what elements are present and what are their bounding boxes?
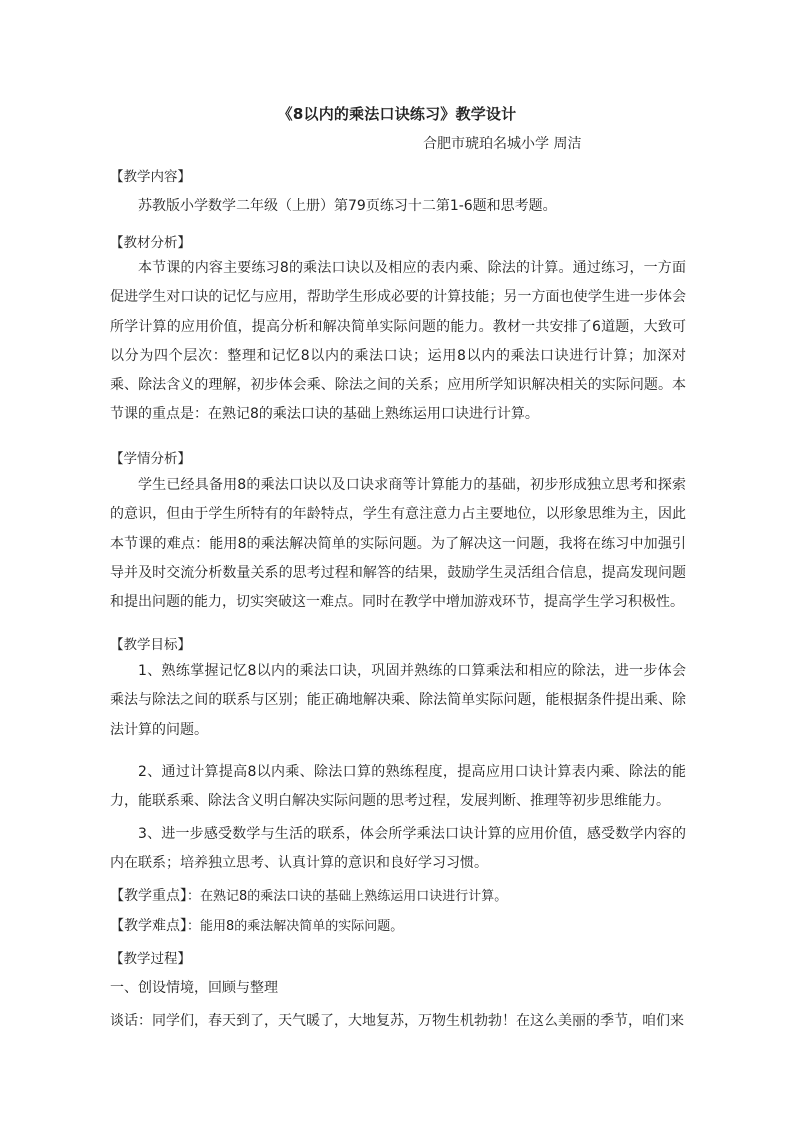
key-point-line: [110, 885, 507, 905]
students-paragraph: 学生已经具备用8的乘法口诀以及口诀求商等计算能力的基础，初步形成独立思考和探索的意识，但由于学生所特有的年龄特点，学生有意注意力占主要地位，以形象思维为主，因此本节课的难点：能用8的乘法解决简单的实际问题。为了解决这一问题，我将在练习中加强引导并及时交流分析数量关系的思考过程和解答的结果，鼓励学生灵活组合信息，提高发现问题和提出问题的能力，切实突破这一难点。同时在教学中增加游戏环节，提高学生学习积极性。: [110, 477, 686, 611]
section-heading-content: 【教学内容】: [110, 169, 191, 185]
goal-item-3: 3、进一步感受数学与生活的联系，体会所学乘法口诀计算的应用价值，感受数学内容的内在联系；培养独立思考、认真计算的意识和良好学习习惯。: [110, 826, 686, 872]
difficulty-text: ：能用8的乘法解决简单的实际问题。: [187, 919, 404, 934]
section-heading-key: 【教学重点】: [110, 888, 187, 904]
talk-line: 谈话：同学们，春天到了，天气暖了，大地复苏，万物生机勃勃！在这么美丽的季节，咱们来: [110, 1013, 684, 1029]
document-title: 《8以内的乘法口诀练习》教学设计: [277, 105, 517, 123]
section-heading-goals: 【教学目标】: [110, 637, 191, 653]
section-heading-difficulty: 【教学难点】: [110, 918, 187, 934]
content-paragraph: 苏教版小学数学二年级（上册）第79页练习十二第1-6题和思考题。: [138, 198, 557, 214]
analysis-paragraph: 本节课的内容主要练习8的乘法口诀以及相应的表内乘、除法的计算。通过练习，一方面促进学生对口诀的记忆与应用，帮助学生形成必要的计算技能；另一方面也使学生进一步体会所学计算的应用价值，提高分析和解决简单实际问题的能力。教材一共安排了6道题，大致可以分为四个层次：整理和记忆8以内的乘法口诀；运用8以内的乘法口诀进行计算；加深对乘、除法含义的理解，初步体会乘、除法之间的关系；应用所学知识解决相关的实际问题。本节课的重点是：在熟记8的乘法口诀的基础上熟练运用口诀进行计算。: [110, 260, 686, 423]
difficulty-line: [110, 915, 403, 935]
author-line: 合肥市琥珀名城小学 周洁: [423, 136, 582, 152]
goal-item-1: 1、熟练掌握记忆8以内的乘法口诀，巩固并熟练的口算乘法和相应的除法，进一步体会乘法与除法之间的联系与区别；能正确地解决乘、除法简单实际问题，能根据条件提出乘、除法计算的问题。: [110, 663, 686, 738]
section-heading-students: 【学情分析】: [110, 451, 191, 467]
key-point-text: ：在熟记8的乘法口诀的基础上熟练运用口诀进行计算。: [187, 889, 508, 904]
section-heading-analysis: 【教材分析】: [110, 235, 191, 251]
process-step-1: 一、创设情境，回顾与整理: [110, 980, 278, 996]
goal-item-2: 2、通过计算提高8以内乘、除法口算的熟练程度，提高应用口诀计算表内乘、除法的能力，能联系乘、除法含义明白解决实际问题的思考过程，发展判断、推理等初步思维能力。: [110, 764, 686, 810]
section-heading-process: 【教学过程】: [110, 951, 191, 967]
